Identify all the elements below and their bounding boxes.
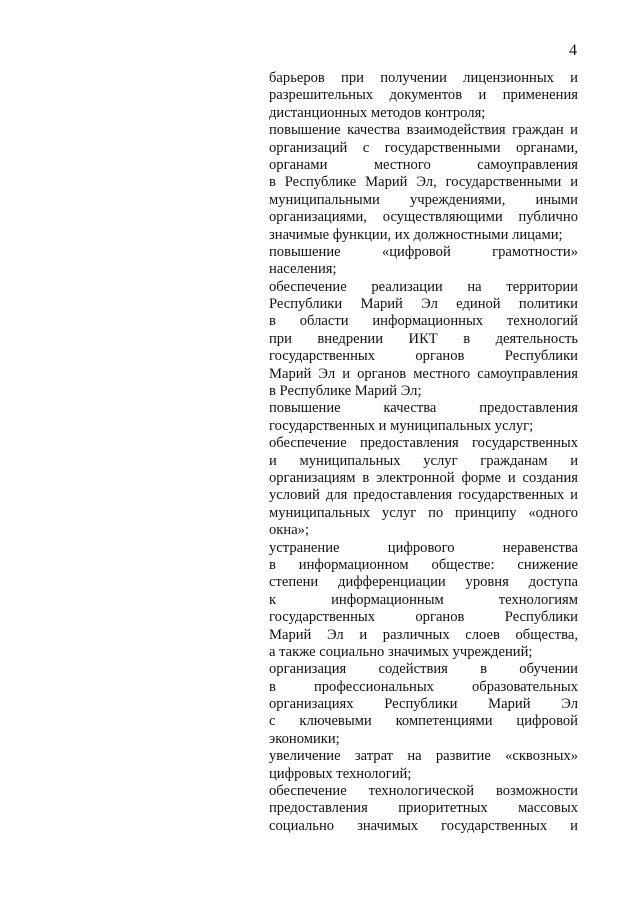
text-line: повышение качества предоставления <box>269 400 578 417</box>
text-line: и муниципальных услуг гражданам и <box>269 452 578 469</box>
text-line: Марий Эл и органов местного самоуправления <box>269 365 578 382</box>
text-line: разрешительных документов и применения <box>269 87 578 104</box>
text-line: организациям в электронной форме и создания <box>269 469 578 486</box>
text-line: муниципальными учреждениями, иными <box>269 191 578 208</box>
text-line: барьеров при получении лицензионных и <box>269 70 578 86</box>
text-line: Республики Марий Эл единой политики <box>269 296 578 313</box>
text-line: в информационном обществе: снижение <box>269 556 578 573</box>
text-line: органами местного самоуправления <box>269 156 578 173</box>
text-line: социально значимых государственных и <box>269 817 578 834</box>
text-line: организациях Республики Марий Эл <box>269 696 578 713</box>
text-line: устранение цифрового неравенства <box>269 539 578 556</box>
text-line: обеспечение технологической возможности <box>269 783 578 800</box>
text-line: экономики; <box>269 730 340 747</box>
text-line: в Республике Марий Эл; <box>269 383 422 400</box>
text-line: муниципальных услуг по принципу «одного <box>269 504 578 521</box>
text-line: окна»; <box>269 522 310 539</box>
text-line: к информационным технологиям <box>269 591 578 608</box>
text-line: организаций с государственными органами, <box>269 139 578 156</box>
text-line: населения; <box>269 261 337 278</box>
text-line: в профессиональных образовательных <box>269 678 578 695</box>
text-line: повышение «цифровой грамотности» <box>269 243 578 260</box>
text-line: государственных и муниципальных услуг; <box>269 417 534 434</box>
text-line: с ключевыми компетенциями цифровой <box>269 713 578 730</box>
text-line: государственных органов Республики <box>269 348 578 365</box>
text-line: повышение качества взаимодействия граждан и <box>269 122 578 139</box>
text-line: предоставления приоритетных массовых <box>269 800 578 817</box>
text-line: а также социально значимых учреждений; <box>269 643 533 660</box>
text-line: степени дифференциации уровня доступа <box>269 574 578 591</box>
text-line: в области информационных технологий <box>269 313 578 330</box>
text-line: организация содействия в обучении <box>269 661 578 678</box>
text-line: значимые функции, их должностными лицами; <box>269 226 563 243</box>
text-line: обеспечение предоставления государственных <box>269 435 578 452</box>
text-line: Марий Эл и различных слоев общества, <box>269 626 578 643</box>
page-number: 4 <box>569 42 577 59</box>
text-line: при внедрении ИКТ в деятельность <box>269 330 578 347</box>
text-line: обеспечение реализации на территории <box>269 278 578 295</box>
text-line: цифровых технологий; <box>269 765 412 782</box>
text-line: дистанционных методов контроля; <box>269 104 486 121</box>
text-line: организациями, осуществляющими публично <box>269 209 578 226</box>
text-line: государственных органов Республики <box>269 609 578 626</box>
text-line: в Республике Марий Эл, государственными и <box>269 174 578 191</box>
document-body <box>269 70 578 835</box>
text-line: условий для предоставления государственных и <box>269 487 578 504</box>
text-line: увеличение затрат на развитие «сквозных» <box>269 748 578 765</box>
